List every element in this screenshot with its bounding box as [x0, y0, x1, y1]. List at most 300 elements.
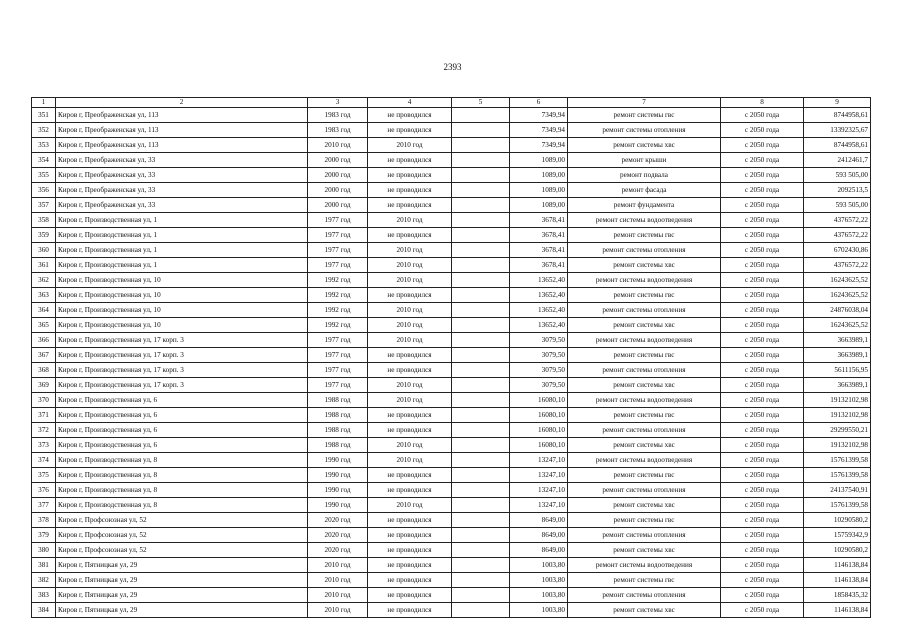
cost-cell: 10290580,2 [804, 513, 871, 528]
cost-cell: 1858435,32 [804, 588, 871, 603]
empty-cell-cell [452, 273, 510, 288]
empty-cell-cell [452, 183, 510, 198]
address-cell: Киров г, Производственная ул, 6 [56, 393, 308, 408]
last-repair-year-cell: не проводился [368, 228, 452, 243]
address-cell: Киров г, Производственная ул, 1 [56, 228, 308, 243]
repair-period-cell: с 2050 года [721, 318, 804, 333]
empty-cell-cell [452, 168, 510, 183]
empty-cell-cell [452, 393, 510, 408]
address-cell: Киров г, Профсоюзная ул, 52 [56, 528, 308, 543]
row-number-cell: 376 [32, 483, 56, 498]
repair-period-cell: с 2050 года [721, 543, 804, 558]
table-row [32, 288, 871, 303]
table-row [32, 363, 871, 378]
address-cell: Киров г, Преображенская ул, 33 [56, 198, 308, 213]
cost-cell: 593 505,00 [804, 168, 871, 183]
repair-period-cell: с 2050 года [721, 168, 804, 183]
empty-cell-cell [452, 303, 510, 318]
empty-cell-cell [452, 453, 510, 468]
empty-cell-cell [452, 333, 510, 348]
table-row [32, 303, 871, 318]
last-repair-year-cell: 2010 год [368, 333, 452, 348]
area-cell: 3678,41 [510, 243, 568, 258]
column-header: 8 [721, 98, 804, 108]
last-repair-year-cell: 2010 год [368, 213, 452, 228]
last-repair-year-cell: не проводился [368, 528, 452, 543]
construction-year-cell: 1977 год [308, 348, 368, 363]
repair-period-cell: с 2050 года [721, 273, 804, 288]
area-cell: 7349,94 [510, 138, 568, 153]
construction-year-cell: 1992 год [308, 273, 368, 288]
last-repair-year-cell: не проводился [368, 348, 452, 363]
row-number-cell: 365 [32, 318, 56, 333]
area-cell: 3079,50 [510, 333, 568, 348]
repair-period-cell: с 2050 года [721, 348, 804, 363]
table-row [32, 468, 871, 483]
table-row [32, 378, 871, 393]
construction-year-cell: 1977 год [308, 213, 368, 228]
area-cell: 1089,00 [510, 153, 568, 168]
construction-year-cell: 1992 год [308, 288, 368, 303]
construction-year-cell: 1990 год [308, 483, 368, 498]
area-cell: 16080,10 [510, 393, 568, 408]
empty-cell-cell [452, 258, 510, 273]
address-cell: Киров г, Преображенская ул, 33 [56, 183, 308, 198]
last-repair-year-cell: 2010 год [368, 303, 452, 318]
cost-cell: 15761399,58 [804, 498, 871, 513]
repair-period-cell: с 2050 года [721, 453, 804, 468]
area-cell: 7349,94 [510, 108, 568, 123]
last-repair-year-cell: не проводился [368, 543, 452, 558]
area-cell: 8649,00 [510, 513, 568, 528]
row-number-cell: 353 [32, 138, 56, 153]
address-cell: Киров г, Производственная ул, 8 [56, 453, 308, 468]
work-type-cell: ремонт системы отопления [568, 303, 721, 318]
cost-cell: 5611156,95 [804, 363, 871, 378]
last-repair-year-cell: не проводился [368, 108, 452, 123]
table-row [32, 183, 871, 198]
row-number-cell: 354 [32, 153, 56, 168]
repair-period-cell: с 2050 года [721, 468, 804, 483]
area-cell: 3678,41 [510, 228, 568, 243]
construction-year-cell: 2020 год [308, 528, 368, 543]
construction-year-cell: 2020 год [308, 543, 368, 558]
row-number-cell: 379 [32, 528, 56, 543]
last-repair-year-cell: не проводился [368, 468, 452, 483]
row-number-cell: 366 [32, 333, 56, 348]
area-cell: 13247,10 [510, 468, 568, 483]
row-number-cell: 378 [32, 513, 56, 528]
table-row [32, 258, 871, 273]
address-cell: Киров г, Производственная ул, 8 [56, 498, 308, 513]
work-type-cell: ремонт системы водоотведения [568, 453, 721, 468]
repair-period-cell: с 2050 года [721, 123, 804, 138]
work-type-cell: ремонт системы отопления [568, 243, 721, 258]
work-type-cell: ремонт системы хвс [568, 258, 721, 273]
work-type-cell: ремонт системы водоотведения [568, 333, 721, 348]
area-cell: 8649,00 [510, 528, 568, 543]
table-row [32, 108, 871, 123]
last-repair-year-cell: 2010 год [368, 438, 452, 453]
cost-cell: 3663989,1 [804, 333, 871, 348]
empty-cell-cell [452, 138, 510, 153]
cost-cell: 15761399,58 [804, 453, 871, 468]
work-type-cell: ремонт системы гвс [568, 573, 721, 588]
area-cell: 13247,10 [510, 483, 568, 498]
empty-cell-cell [452, 483, 510, 498]
empty-cell-cell [452, 243, 510, 258]
work-type-cell: ремонт системы отопления [568, 363, 721, 378]
last-repair-year-cell: не проводился [368, 558, 452, 573]
address-cell: Киров г, Производственная ул, 17 корп. 3 [56, 363, 308, 378]
cost-cell: 16243625,52 [804, 273, 871, 288]
last-repair-year-cell: не проводился [368, 603, 452, 618]
repair-period-cell: с 2050 года [721, 288, 804, 303]
repair-period-cell: с 2050 года [721, 108, 804, 123]
table-row [32, 123, 871, 138]
row-number-cell: 357 [32, 198, 56, 213]
repair-register-table [31, 97, 871, 618]
repair-period-cell: с 2050 года [721, 483, 804, 498]
work-type-cell: ремонт системы хвс [568, 138, 721, 153]
empty-cell-cell [452, 603, 510, 618]
repair-period-cell: с 2050 года [721, 198, 804, 213]
last-repair-year-cell: 2010 год [368, 318, 452, 333]
repair-period-cell: с 2050 года [721, 438, 804, 453]
row-number-cell: 358 [32, 213, 56, 228]
work-type-cell: ремонт системы отопления [568, 123, 721, 138]
address-cell: Киров г, Производственная ул, 17 корп. 3 [56, 378, 308, 393]
work-type-cell: ремонт системы водоотведения [568, 273, 721, 288]
address-cell: Киров г, Преображенская ул, 33 [56, 153, 308, 168]
empty-cell-cell [452, 378, 510, 393]
construction-year-cell: 1988 год [308, 423, 368, 438]
repair-period-cell: с 2050 года [721, 573, 804, 588]
row-number-cell: 364 [32, 303, 56, 318]
row-number-cell: 377 [32, 498, 56, 513]
repair-period-cell: с 2050 года [721, 363, 804, 378]
work-type-cell: ремонт системы хвс [568, 318, 721, 333]
work-type-cell: ремонт подвала [568, 168, 721, 183]
address-cell: Киров г, Производственная ул, 10 [56, 318, 308, 333]
construction-year-cell: 1992 год [308, 318, 368, 333]
area-cell: 13652,40 [510, 303, 568, 318]
cost-cell: 24137540,91 [804, 483, 871, 498]
table-row [32, 603, 871, 618]
table-row [32, 528, 871, 543]
cost-cell: 4376572,22 [804, 258, 871, 273]
construction-year-cell: 1990 год [308, 453, 368, 468]
last-repair-year-cell: 2010 год [368, 273, 452, 288]
empty-cell-cell [452, 528, 510, 543]
address-cell: Киров г, Преображенская ул, 113 [56, 123, 308, 138]
table-row [32, 513, 871, 528]
cost-cell: 19132102,98 [804, 393, 871, 408]
repair-period-cell: с 2050 года [721, 333, 804, 348]
area-cell: 3079,50 [510, 348, 568, 363]
last-repair-year-cell: не проводился [368, 408, 452, 423]
address-cell: Киров г, Производственная ул, 10 [56, 273, 308, 288]
work-type-cell: ремонт системы гвс [568, 348, 721, 363]
area-cell: 3079,50 [510, 378, 568, 393]
cost-cell: 8744958,61 [804, 108, 871, 123]
repair-period-cell: с 2050 года [721, 498, 804, 513]
address-cell: Киров г, Преображенская ул, 113 [56, 138, 308, 153]
address-cell: Киров г, Производственная ул, 17 корп. 3 [56, 333, 308, 348]
last-repair-year-cell: не проводился [368, 483, 452, 498]
column-header: 2 [56, 98, 308, 108]
area-cell: 1003,80 [510, 558, 568, 573]
empty-cell-cell [452, 588, 510, 603]
table-row [32, 168, 871, 183]
construction-year-cell: 1977 год [308, 243, 368, 258]
cost-cell: 3663989,1 [804, 378, 871, 393]
empty-cell-cell [452, 408, 510, 423]
table-row [32, 483, 871, 498]
row-number-cell: 368 [32, 363, 56, 378]
last-repair-year-cell: не проводился [368, 198, 452, 213]
empty-cell-cell [452, 228, 510, 243]
column-header: 5 [452, 98, 510, 108]
empty-cell-cell [452, 198, 510, 213]
area-cell: 13652,40 [510, 288, 568, 303]
last-repair-year-cell: не проводился [368, 168, 452, 183]
address-cell: Киров г, Производственная ул, 8 [56, 483, 308, 498]
work-type-cell: ремонт системы водоотведения [568, 393, 721, 408]
area-cell: 7349,94 [510, 123, 568, 138]
last-repair-year-cell: 2010 год [368, 378, 452, 393]
column-header: 6 [510, 98, 568, 108]
work-type-cell: ремонт системы хвс [568, 603, 721, 618]
table-row [32, 213, 871, 228]
empty-cell-cell [452, 438, 510, 453]
repair-period-cell: с 2050 года [721, 303, 804, 318]
table-row [32, 573, 871, 588]
address-cell: Киров г, Производственная ул, 6 [56, 423, 308, 438]
construction-year-cell: 1988 год [308, 408, 368, 423]
construction-year-cell: 2010 год [308, 573, 368, 588]
construction-year-cell: 2020 год [308, 513, 368, 528]
last-repair-year-cell: не проводился [368, 183, 452, 198]
construction-year-cell: 1988 год [308, 393, 368, 408]
table-row [32, 138, 871, 153]
row-number-cell: 374 [32, 453, 56, 468]
repair-period-cell: с 2050 года [721, 423, 804, 438]
empty-cell-cell [452, 213, 510, 228]
repair-period-cell: с 2050 года [721, 258, 804, 273]
work-type-cell: ремонт системы гвс [568, 468, 721, 483]
construction-year-cell: 1983 год [308, 108, 368, 123]
last-repair-year-cell: не проводился [368, 423, 452, 438]
last-repair-year-cell: не проводился [368, 573, 452, 588]
page-number: 2393 [443, 62, 462, 72]
construction-year-cell: 2000 год [308, 168, 368, 183]
row-number-cell: 355 [32, 168, 56, 183]
area-cell: 13247,10 [510, 498, 568, 513]
address-cell: Киров г, Производственная ул, 6 [56, 438, 308, 453]
empty-cell-cell [452, 423, 510, 438]
column-header: 7 [568, 98, 721, 108]
repair-period-cell: с 2050 года [721, 393, 804, 408]
work-type-cell: ремонт системы отопления [568, 483, 721, 498]
work-type-cell: ремонт системы хвс [568, 498, 721, 513]
table-row [32, 228, 871, 243]
repair-period-cell: с 2050 года [721, 558, 804, 573]
table-row [32, 348, 871, 363]
area-cell: 3678,41 [510, 213, 568, 228]
construction-year-cell: 1977 год [308, 378, 368, 393]
work-type-cell: ремонт системы хвс [568, 543, 721, 558]
empty-cell-cell [452, 468, 510, 483]
cost-cell: 19132102,98 [804, 438, 871, 453]
area-cell: 1089,00 [510, 168, 568, 183]
address-cell: Киров г, Производственная ул, 10 [56, 303, 308, 318]
area-cell: 3079,50 [510, 363, 568, 378]
area-cell: 13652,40 [510, 318, 568, 333]
repair-period-cell: с 2050 года [721, 408, 804, 423]
cost-cell: 15761399,58 [804, 468, 871, 483]
table-row [32, 393, 871, 408]
empty-cell-cell [452, 108, 510, 123]
repair-period-cell: с 2050 года [721, 138, 804, 153]
row-number-cell: 380 [32, 543, 56, 558]
empty-cell-cell [452, 498, 510, 513]
empty-cell-cell [452, 318, 510, 333]
empty-cell-cell [452, 558, 510, 573]
empty-cell-cell [452, 363, 510, 378]
cost-cell: 29299550,21 [804, 423, 871, 438]
cost-cell: 2412461,7 [804, 153, 871, 168]
table-row [32, 558, 871, 573]
construction-year-cell: 2010 год [308, 588, 368, 603]
cost-cell: 10290580,2 [804, 543, 871, 558]
row-number-cell: 373 [32, 438, 56, 453]
cost-cell: 16243625,52 [804, 288, 871, 303]
row-number-cell: 370 [32, 393, 56, 408]
work-type-cell: ремонт системы гвс [568, 228, 721, 243]
construction-year-cell: 1977 год [308, 228, 368, 243]
work-type-cell: ремонт системы отопления [568, 588, 721, 603]
construction-year-cell: 2000 год [308, 198, 368, 213]
area-cell: 1003,80 [510, 603, 568, 618]
empty-cell-cell [452, 123, 510, 138]
area-cell: 1089,00 [510, 183, 568, 198]
row-number-cell: 367 [32, 348, 56, 363]
last-repair-year-cell: 2010 год [368, 243, 452, 258]
address-cell: Киров г, Производственная ул, 1 [56, 213, 308, 228]
empty-cell-cell [452, 348, 510, 363]
row-number-cell: 352 [32, 123, 56, 138]
table-row [32, 423, 871, 438]
address-cell: Киров г, Преображенская ул, 33 [56, 168, 308, 183]
last-repair-year-cell: 2010 год [368, 393, 452, 408]
empty-cell-cell [452, 513, 510, 528]
repair-period-cell: с 2050 года [721, 183, 804, 198]
construction-year-cell: 2010 год [308, 558, 368, 573]
work-type-cell: ремонт крыши [568, 153, 721, 168]
repair-period-cell: с 2050 года [721, 588, 804, 603]
work-type-cell: ремонт системы гвс [568, 108, 721, 123]
row-number-cell: 383 [32, 588, 56, 603]
address-cell: Киров г, Производственная ул, 8 [56, 468, 308, 483]
cost-cell: 15759342,9 [804, 528, 871, 543]
cost-cell: 13392325,67 [804, 123, 871, 138]
construction-year-cell: 1977 год [308, 258, 368, 273]
address-cell: Киров г, Профсоюзная ул, 52 [56, 513, 308, 528]
address-cell: Киров г, Производственная ул, 10 [56, 288, 308, 303]
cost-cell: 1146138,84 [804, 573, 871, 588]
address-cell: Киров г, Пятницкая ул, 29 [56, 588, 308, 603]
construction-year-cell: 1992 год [308, 303, 368, 318]
last-repair-year-cell: 2010 год [368, 498, 452, 513]
address-cell: Киров г, Производственная ул, 1 [56, 258, 308, 273]
construction-year-cell: 1988 год [308, 438, 368, 453]
cost-cell: 1146138,84 [804, 603, 871, 618]
column-header: 9 [804, 98, 871, 108]
cost-cell: 593 505,00 [804, 198, 871, 213]
column-header: 3 [308, 98, 368, 108]
last-repair-year-cell: не проводился [368, 588, 452, 603]
row-number-cell: 369 [32, 378, 56, 393]
table-row [32, 438, 871, 453]
area-cell: 16080,10 [510, 423, 568, 438]
row-number-cell: 384 [32, 603, 56, 618]
row-number-cell: 375 [32, 468, 56, 483]
row-number-cell: 381 [32, 558, 56, 573]
cost-cell: 4376572,22 [804, 228, 871, 243]
column-header: 1 [32, 98, 56, 108]
row-number-cell: 371 [32, 408, 56, 423]
table-row [32, 453, 871, 468]
area-cell: 16080,10 [510, 408, 568, 423]
area-cell: 1089,00 [510, 198, 568, 213]
last-repair-year-cell: не проводился [368, 123, 452, 138]
table-row [32, 318, 871, 333]
table-row [32, 153, 871, 168]
area-cell: 13247,10 [510, 453, 568, 468]
cost-cell: 3663989,1 [804, 348, 871, 363]
table-row [32, 588, 871, 603]
repair-period-cell: с 2050 года [721, 528, 804, 543]
repair-period-cell: с 2050 года [721, 213, 804, 228]
last-repair-year-cell: не проводился [368, 363, 452, 378]
row-number-cell: 361 [32, 258, 56, 273]
row-number-cell: 362 [32, 273, 56, 288]
address-cell: Киров г, Пятницкая ул, 29 [56, 603, 308, 618]
construction-year-cell: 1977 год [308, 333, 368, 348]
last-repair-year-cell: не проводился [368, 513, 452, 528]
work-type-cell: ремонт системы хвс [568, 438, 721, 453]
work-type-cell: ремонт системы отопления [568, 423, 721, 438]
area-cell: 1003,80 [510, 573, 568, 588]
address-cell: Киров г, Производственная ул, 6 [56, 408, 308, 423]
work-type-cell: ремонт системы водоотведения [568, 558, 721, 573]
empty-cell-cell [452, 573, 510, 588]
empty-cell-cell [452, 543, 510, 558]
work-type-cell: ремонт системы хвс [568, 378, 721, 393]
repair-period-cell: с 2050 года [721, 228, 804, 243]
last-repair-year-cell: 2010 год [368, 138, 452, 153]
column-header: 4 [368, 98, 452, 108]
cost-cell: 2092513,5 [804, 183, 871, 198]
cost-cell: 24876038,04 [804, 303, 871, 318]
address-cell: Киров г, Пятницкая ул, 29 [56, 573, 308, 588]
work-type-cell: ремонт системы отопления [568, 528, 721, 543]
area-cell: 3678,41 [510, 258, 568, 273]
area-cell: 13652,40 [510, 273, 568, 288]
area-cell: 1003,80 [510, 588, 568, 603]
repair-period-cell: с 2050 года [721, 153, 804, 168]
